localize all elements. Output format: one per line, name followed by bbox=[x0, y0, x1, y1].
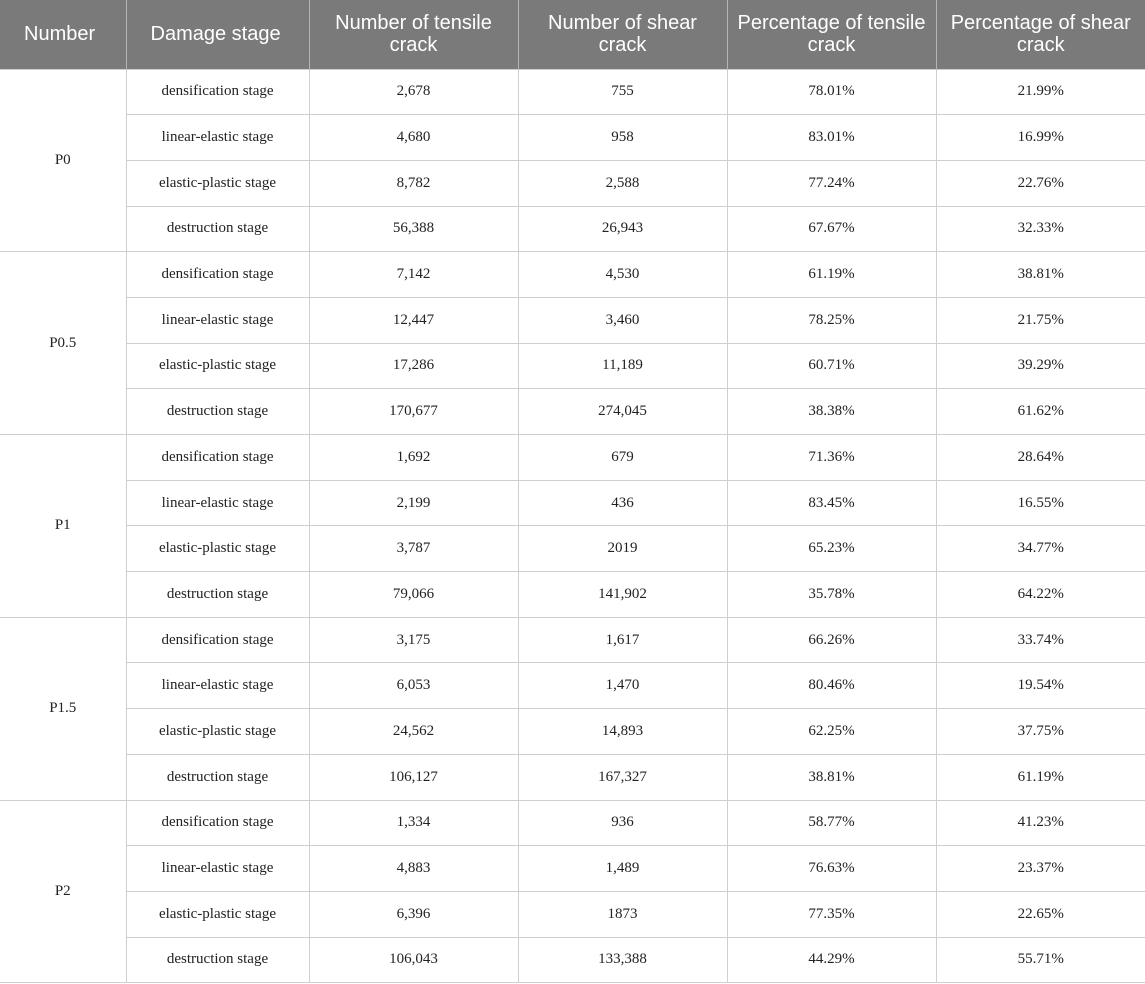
shear-percentage-cell: 34.77% bbox=[936, 526, 1145, 572]
shear-percentage-cell: 64.22% bbox=[936, 572, 1145, 618]
table-row bbox=[0, 663, 1145, 709]
damage-stage-cell: elastic-plastic stage bbox=[126, 343, 309, 389]
shear-percentage-cell: 39.29% bbox=[936, 343, 1145, 389]
shear-percentage-cell: 16.55% bbox=[936, 480, 1145, 526]
shear-count-cell: 274,045 bbox=[518, 389, 727, 435]
shear-percentage-cell: 41.23% bbox=[936, 800, 1145, 846]
tensile-count-cell: 3,175 bbox=[309, 617, 518, 663]
table-row bbox=[0, 252, 1145, 298]
table-row bbox=[0, 389, 1145, 435]
damage-stage-cell: elastic-plastic stage bbox=[126, 891, 309, 937]
header-shear-percentage: Percentage of shear crack bbox=[936, 0, 1145, 69]
shear-count-cell: 679 bbox=[518, 435, 727, 481]
shear-percentage-cell: 37.75% bbox=[936, 709, 1145, 755]
tensile-percentage-cell: 38.81% bbox=[727, 754, 936, 800]
tensile-count-cell: 6,396 bbox=[309, 891, 518, 937]
tensile-count-cell: 1,692 bbox=[309, 435, 518, 481]
table-row bbox=[0, 846, 1145, 892]
tensile-percentage-cell: 66.26% bbox=[727, 617, 936, 663]
tensile-percentage-cell: 76.63% bbox=[727, 846, 936, 892]
header-tensile-count: Number of tensile crack bbox=[309, 0, 518, 69]
tensile-count-cell: 106,043 bbox=[309, 937, 518, 983]
sample-number-cell: P1 bbox=[0, 435, 126, 618]
damage-stage-cell: linear-elastic stage bbox=[126, 115, 309, 161]
tensile-count-cell: 2,678 bbox=[309, 69, 518, 115]
table-row bbox=[0, 617, 1145, 663]
tensile-count-cell: 6,053 bbox=[309, 663, 518, 709]
tensile-percentage-cell: 44.29% bbox=[727, 937, 936, 983]
tensile-percentage-cell: 65.23% bbox=[727, 526, 936, 572]
table-row bbox=[0, 206, 1145, 252]
header-damage-stage: Damage stage bbox=[126, 0, 309, 69]
tensile-percentage-cell: 80.46% bbox=[727, 663, 936, 709]
shear-count-cell: 26,943 bbox=[518, 206, 727, 252]
tensile-count-cell: 2,199 bbox=[309, 480, 518, 526]
table-row bbox=[0, 160, 1145, 206]
header-tensile-percentage: Percentage of tensile crack bbox=[727, 0, 936, 69]
shear-percentage-cell: 28.64% bbox=[936, 435, 1145, 481]
sample-number-cell: P0 bbox=[0, 69, 126, 252]
table-row bbox=[0, 526, 1145, 572]
damage-stage-cell: destruction stage bbox=[126, 937, 309, 983]
shear-percentage-cell: 32.33% bbox=[936, 206, 1145, 252]
damage-stage-cell: elastic-plastic stage bbox=[126, 709, 309, 755]
damage-stage-cell: destruction stage bbox=[126, 754, 309, 800]
shear-percentage-cell: 21.75% bbox=[936, 297, 1145, 343]
shear-percentage-cell: 61.62% bbox=[936, 389, 1145, 435]
sample-number-cell: P2 bbox=[0, 800, 126, 983]
tensile-percentage-cell: 83.01% bbox=[727, 115, 936, 161]
damage-stage-cell: linear-elastic stage bbox=[126, 846, 309, 892]
table-row bbox=[0, 709, 1145, 755]
shear-count-cell: 2,588 bbox=[518, 160, 727, 206]
shear-percentage-cell: 61.19% bbox=[936, 754, 1145, 800]
shear-percentage-cell: 21.99% bbox=[936, 69, 1145, 115]
tensile-percentage-cell: 67.67% bbox=[727, 206, 936, 252]
table-row bbox=[0, 435, 1145, 481]
shear-percentage-cell: 19.54% bbox=[936, 663, 1145, 709]
shear-count-cell: 1873 bbox=[518, 891, 727, 937]
tensile-percentage-cell: 38.38% bbox=[727, 389, 936, 435]
table-row bbox=[0, 754, 1145, 800]
shear-count-cell: 14,893 bbox=[518, 709, 727, 755]
damage-stage-cell: linear-elastic stage bbox=[126, 480, 309, 526]
shear-count-cell: 2019 bbox=[518, 526, 727, 572]
tensile-count-cell: 170,677 bbox=[309, 389, 518, 435]
tensile-percentage-cell: 77.35% bbox=[727, 891, 936, 937]
damage-stage-cell: destruction stage bbox=[126, 572, 309, 618]
damage-stage-cell: densification stage bbox=[126, 252, 309, 298]
tensile-count-cell: 4,680 bbox=[309, 115, 518, 161]
damage-stage-cell: densification stage bbox=[126, 69, 309, 115]
table-row bbox=[0, 115, 1145, 161]
header-number: Number bbox=[0, 0, 126, 69]
shear-count-cell: 141,902 bbox=[518, 572, 727, 618]
tensile-count-cell: 7,142 bbox=[309, 252, 518, 298]
shear-count-cell: 3,460 bbox=[518, 297, 727, 343]
shear-percentage-cell: 33.74% bbox=[936, 617, 1145, 663]
damage-stage-cell: destruction stage bbox=[126, 389, 309, 435]
tensile-count-cell: 56,388 bbox=[309, 206, 518, 252]
shear-count-cell: 1,470 bbox=[518, 663, 727, 709]
shear-percentage-cell: 22.76% bbox=[936, 160, 1145, 206]
shear-count-cell: 1,489 bbox=[518, 846, 727, 892]
shear-count-cell: 133,388 bbox=[518, 937, 727, 983]
tensile-percentage-cell: 77.24% bbox=[727, 160, 936, 206]
shear-percentage-cell: 16.99% bbox=[936, 115, 1145, 161]
shear-percentage-cell: 55.71% bbox=[936, 937, 1145, 983]
table-row bbox=[0, 891, 1145, 937]
sample-number-cell: P1.5 bbox=[0, 617, 126, 800]
damage-stage-cell: destruction stage bbox=[126, 206, 309, 252]
tensile-count-cell: 17,286 bbox=[309, 343, 518, 389]
shear-count-cell: 167,327 bbox=[518, 754, 727, 800]
shear-count-cell: 936 bbox=[518, 800, 727, 846]
shear-count-cell: 1,617 bbox=[518, 617, 727, 663]
table-row bbox=[0, 937, 1145, 983]
tensile-percentage-cell: 60.71% bbox=[727, 343, 936, 389]
tensile-count-cell: 12,447 bbox=[309, 297, 518, 343]
table-row bbox=[0, 69, 1145, 115]
damage-stage-cell: elastic-plastic stage bbox=[126, 160, 309, 206]
tensile-percentage-cell: 58.77% bbox=[727, 800, 936, 846]
table-row bbox=[0, 572, 1145, 618]
table-row bbox=[0, 297, 1145, 343]
table-row bbox=[0, 343, 1145, 389]
shear-percentage-cell: 22.65% bbox=[936, 891, 1145, 937]
shear-count-cell: 11,189 bbox=[518, 343, 727, 389]
shear-percentage-cell: 38.81% bbox=[936, 252, 1145, 298]
damage-stage-cell: densification stage bbox=[126, 800, 309, 846]
shear-percentage-cell: 23.37% bbox=[936, 846, 1145, 892]
tensile-count-cell: 1,334 bbox=[309, 800, 518, 846]
tensile-percentage-cell: 83.45% bbox=[727, 480, 936, 526]
tensile-percentage-cell: 61.19% bbox=[727, 252, 936, 298]
tensile-count-cell: 4,883 bbox=[309, 846, 518, 892]
shear-count-cell: 4,530 bbox=[518, 252, 727, 298]
damage-stage-cell: linear-elastic stage bbox=[126, 663, 309, 709]
shear-count-cell: 755 bbox=[518, 69, 727, 115]
table-row bbox=[0, 800, 1145, 846]
damage-stage-cell: linear-elastic stage bbox=[126, 297, 309, 343]
tensile-count-cell: 79,066 bbox=[309, 572, 518, 618]
tensile-count-cell: 24,562 bbox=[309, 709, 518, 755]
damage-stage-cell: densification stage bbox=[126, 435, 309, 481]
tensile-percentage-cell: 78.25% bbox=[727, 297, 936, 343]
shear-count-cell: 436 bbox=[518, 480, 727, 526]
tensile-percentage-cell: 78.01% bbox=[727, 69, 936, 115]
sample-number-cell: P0.5 bbox=[0, 252, 126, 435]
tensile-percentage-cell: 71.36% bbox=[727, 435, 936, 481]
header-shear-count: Number of shear crack bbox=[518, 0, 727, 69]
damage-stage-cell: elastic-plastic stage bbox=[126, 526, 309, 572]
table-header-row bbox=[0, 0, 1145, 69]
tensile-percentage-cell: 62.25% bbox=[727, 709, 936, 755]
tensile-count-cell: 106,127 bbox=[309, 754, 518, 800]
table-row bbox=[0, 480, 1145, 526]
shear-count-cell: 958 bbox=[518, 115, 727, 161]
damage-stage-cell: densification stage bbox=[126, 617, 309, 663]
tensile-count-cell: 3,787 bbox=[309, 526, 518, 572]
tensile-count-cell: 8,782 bbox=[309, 160, 518, 206]
table-body bbox=[0, 69, 1145, 983]
tensile-percentage-cell: 35.78% bbox=[727, 572, 936, 618]
